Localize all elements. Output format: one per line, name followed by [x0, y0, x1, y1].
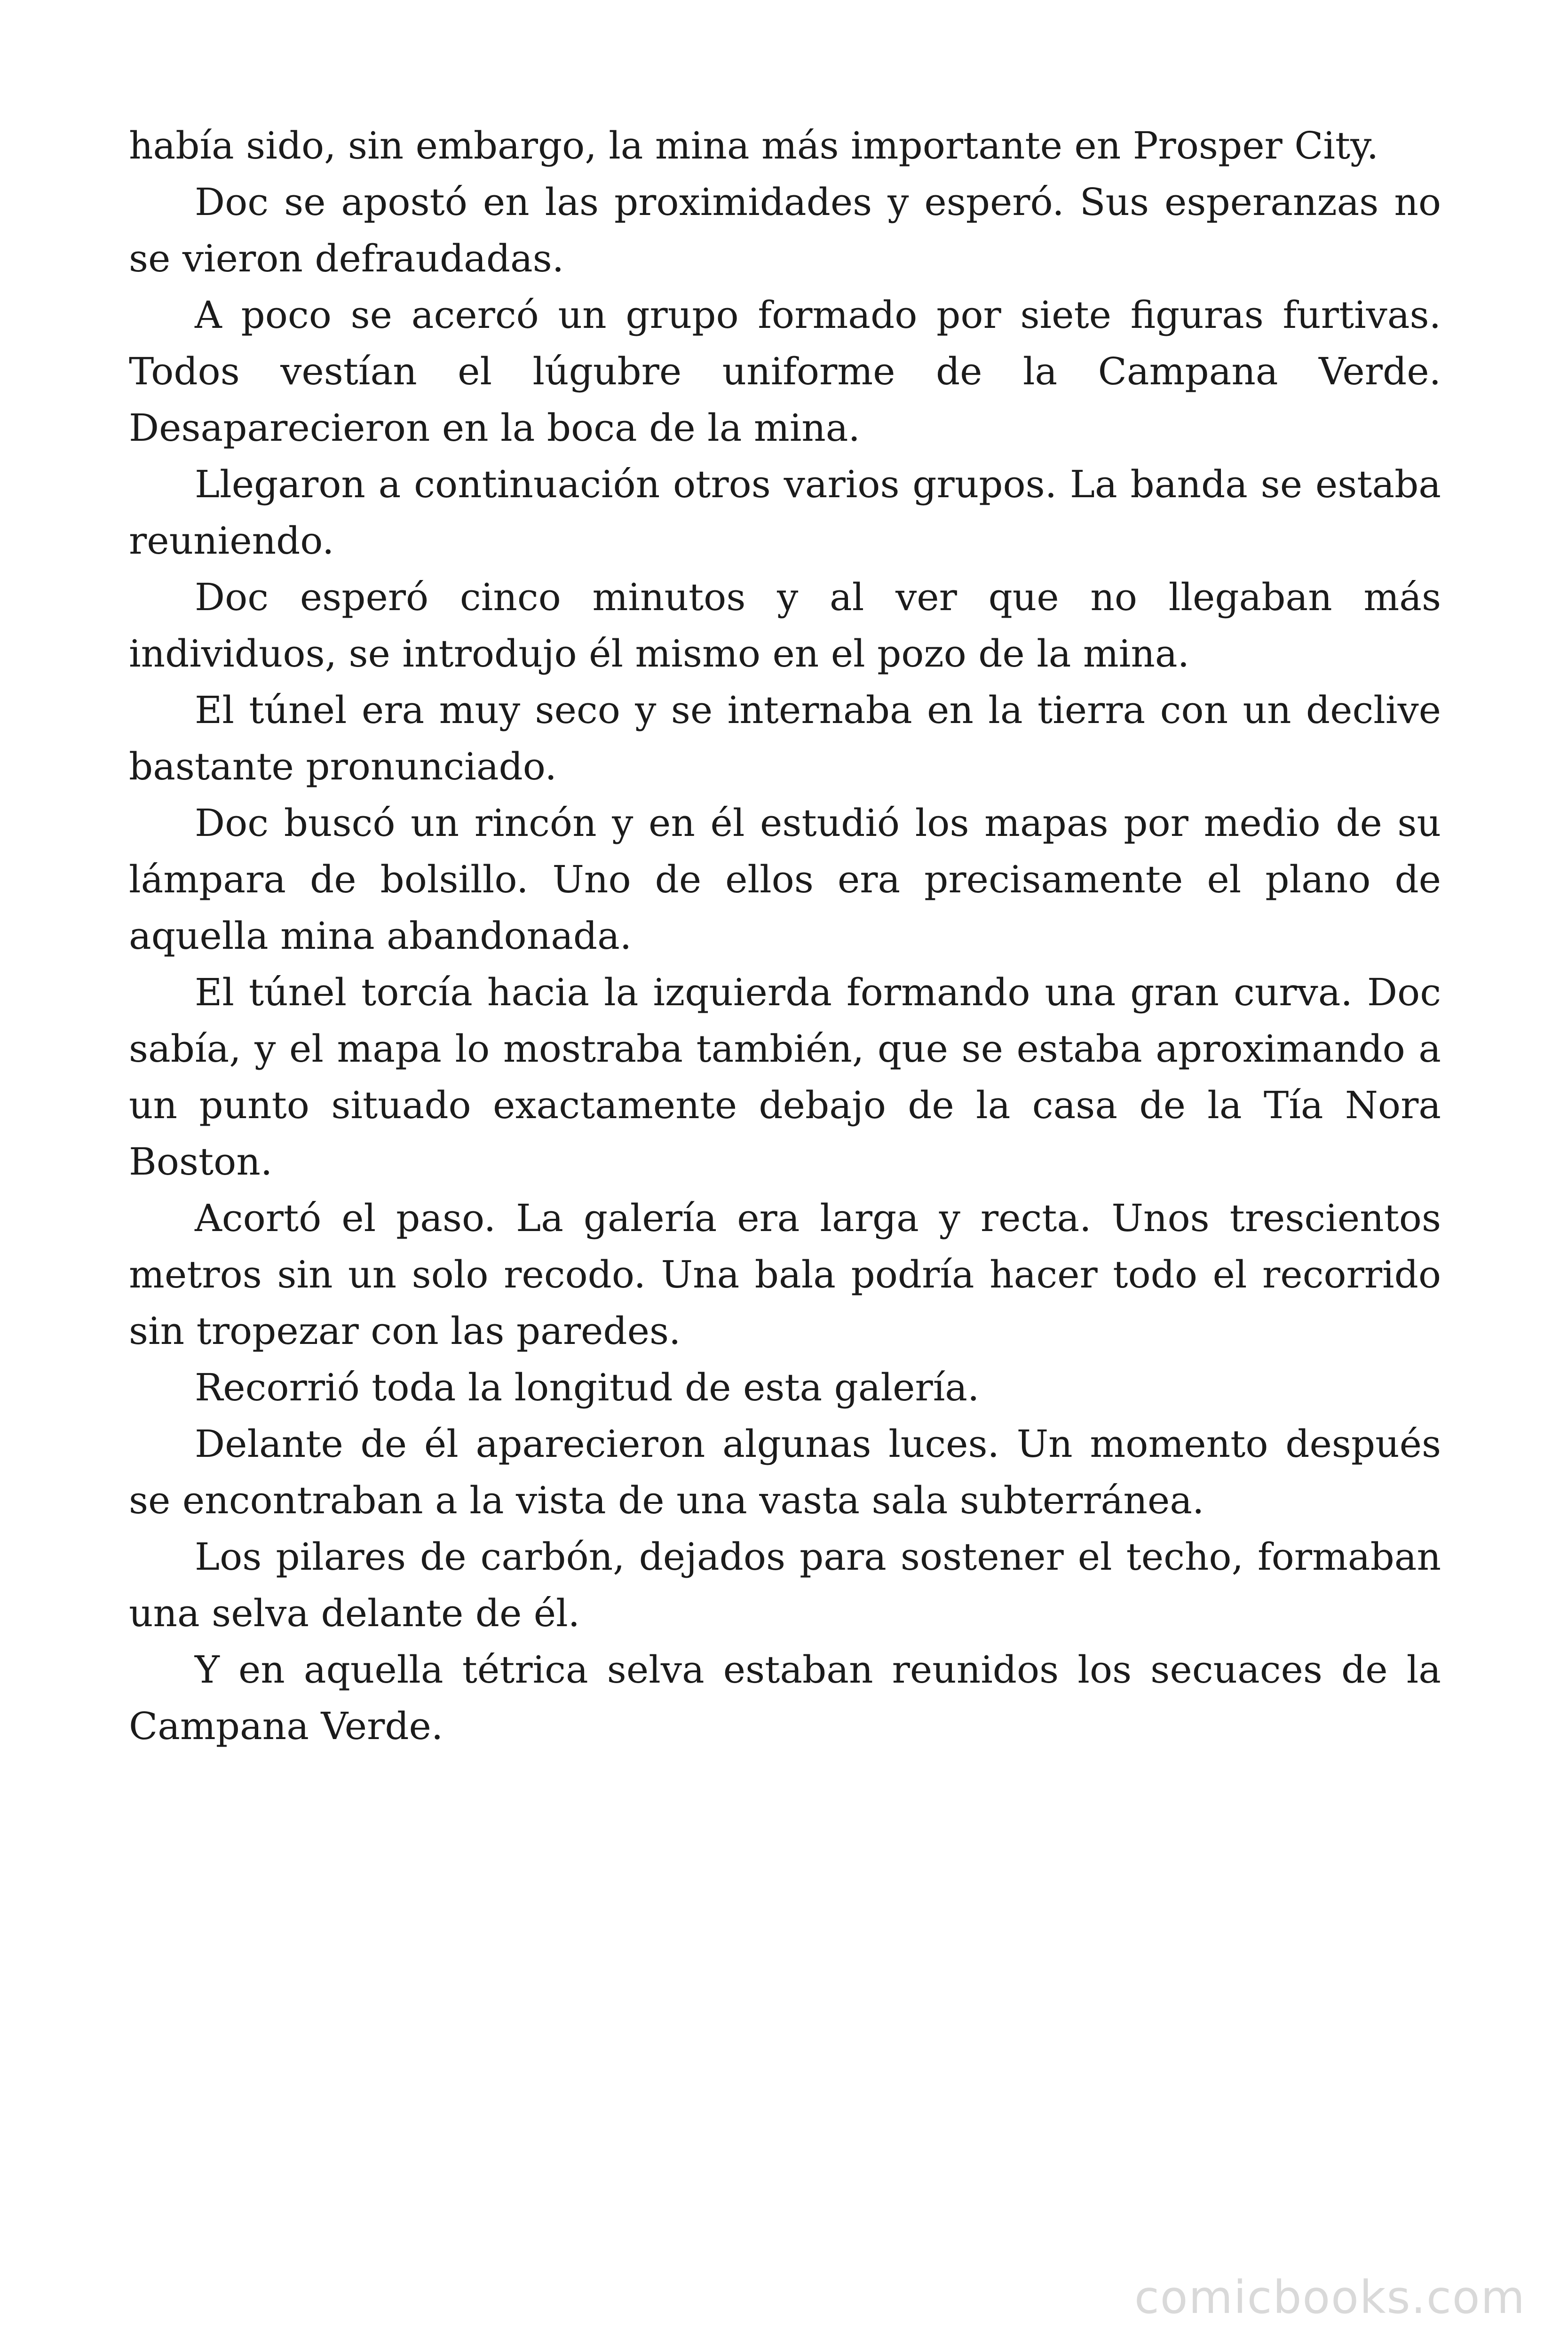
paragraph: Los pilares de carbón, dejados para sostener el techo, formaban una selva delante de él. [129, 1535, 1441, 1635]
watermark: comicbooks.com [1134, 2271, 1526, 2324]
page-body [129, 118, 1441, 1755]
paragraph: Doc se apostó en las proximidades y esperó. Sus esperanzas no se vieron defraudadas. [129, 180, 1441, 280]
paragraph: Llegaron a continuación otros varios grupos. La banda se estaba reuniendo. [129, 462, 1441, 563]
paragraph: El túnel torcía hacia la izquierda formando una gran curva. Doc sabía, y el mapa lo mostraba también, que se estaba aproximando a un punto situado exactamente debajo de la casa de la Tía Nora Boston. [129, 970, 1441, 1184]
paragraph: Recorrió toda la longitud de esta galería. [195, 1366, 980, 1409]
paragraph: Acortó el paso. La galería era larga y recta. Unos trescientos metros sin un solo recodo. Una bala podría hacer todo el recorrido sin tropezar con las paredes. [129, 1196, 1441, 1353]
paragraph: Doc esperó cinco minutos y al ver que no llegaban más individuos, se introdujo él mismo en el pozo de la mina. [129, 575, 1441, 675]
paragraph: Delante de él aparecieron algunas luces. Un momento después se encontraban a la vista de una vasta sala subterránea. [129, 1422, 1441, 1522]
paragraph: A poco se acercó un grupo formado por siete figuras furtivas. Todos vestían el lúgubre uniforme de la Campana Verde. Desaparecieron en la boca de la mina. [129, 293, 1441, 450]
paragraph: Doc buscó un rincón y en él estudió los mapas por medio de su lámpara de bolsillo. Uno de ellos era precisamente el plano de aquella mina abandonada. [129, 801, 1441, 958]
paragraph: El túnel era muy seco y se internaba en la tierra con un declive bastante pronunciado. [129, 688, 1441, 788]
paragraph: había sido, sin embargo, la mina más importante en Prosper City. [129, 124, 1379, 167]
paragraph: Y en aquella tétrica selva estaban reunidos los secuaces de la Campana Verde. [129, 1648, 1441, 1748]
